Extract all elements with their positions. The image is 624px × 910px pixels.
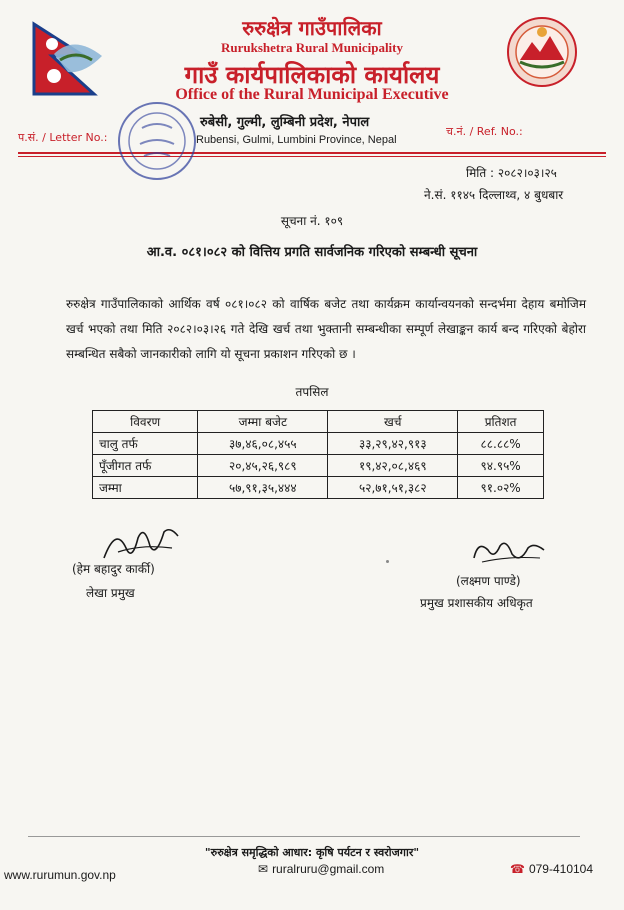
table-cell: ९१.०२% bbox=[458, 477, 544, 499]
table-cell: ३७,४६,०८,४५५ bbox=[198, 433, 328, 455]
table-cell: ८८.८८% bbox=[458, 433, 544, 455]
footer-phone-row bbox=[510, 862, 593, 876]
table-cell: ३३,२९,४२,९१३ bbox=[328, 433, 458, 455]
footer-email-row bbox=[258, 862, 384, 876]
table-cell: ५२,७१,५१,३८२ bbox=[328, 477, 458, 499]
footer-phone: 079-410104 bbox=[528, 862, 594, 876]
signatory-right-name: (लक्ष्मण पाण्डे) bbox=[456, 574, 521, 588]
table-header: प्रतिशत bbox=[458, 411, 544, 433]
office-stamp-icon bbox=[114, 98, 200, 184]
table-cell: १९,४२,०८,४६९ bbox=[328, 455, 458, 477]
address-nepali: रुबेसी, गुल्मी, लुम्बिनी प्रदेश, नेपाल bbox=[200, 115, 370, 130]
header-divider-thin bbox=[18, 156, 606, 157]
signatory-left-name: (हेम बहादुर कार्की) bbox=[72, 562, 155, 576]
table-row bbox=[93, 455, 544, 477]
financial-progress-table bbox=[92, 410, 544, 499]
table-row bbox=[93, 433, 544, 455]
table-cell: ९४.९५% bbox=[458, 455, 544, 477]
table-cell: चालु तर्फ bbox=[93, 433, 198, 455]
date: मिति : २०८२।०३।२५ bbox=[466, 166, 557, 180]
table-cell: जम्मा bbox=[93, 477, 198, 499]
address-english: Rubensi, Gulmi, Lumbini Province, Nepal bbox=[196, 134, 397, 146]
signatory-left-title: लेखा प्रमुख bbox=[86, 586, 135, 600]
municipality-name-nepali: रुरुक्षेत्र गाउँपालिका bbox=[242, 16, 382, 40]
table-cell: पूँजीगत तर्फ bbox=[93, 455, 198, 477]
office-name-nepali: गाउँ कार्यपालिकाको कार्यालय bbox=[184, 61, 440, 89]
footer-website: www.rurumun.gov.np bbox=[4, 868, 116, 882]
details-heading: तपसिल bbox=[295, 385, 329, 399]
signatory-right-title: प्रमुख प्रशासकीय अधिकृत bbox=[420, 596, 533, 610]
table-cell: ५७,९१,३५,४४४ bbox=[198, 477, 328, 499]
table-cell: २०,४५,२६,९८९ bbox=[198, 455, 328, 477]
footer-email: ruralruru@gmail.com bbox=[272, 862, 385, 876]
office-name-english: Office of the Rural Municipal Executive bbox=[175, 86, 449, 103]
table-header: विवरण bbox=[93, 411, 198, 433]
notice-body: रुरुक्षेत्र गाउँपालिकाको आर्थिक वर्ष ०८१।०८२ को वार्षिक बजेट तथा कार्यक्रम कार्यान्वयनको सन्दर्भमा देहाय बमोजिम खर्च भएको तथा मिति २०८२।०३।२६ गते देखि खर्च तथा भुक्तानी सम्बन्धीका सम्पूर्ण लेखाङ्कन कार्य बन्द गरिएको बेहोरा सम्बन्धित सबैको जानकारीको लागि यो सूचना प्रकाशन गरिएको छ । bbox=[66, 297, 586, 361]
table-header-row bbox=[93, 411, 544, 433]
mail-icon: ✉ bbox=[258, 862, 269, 876]
reference-number-label: च.नं. / Ref. No.: bbox=[446, 125, 523, 138]
signature-right-icon bbox=[468, 534, 548, 570]
letter-number-label: प.सं. / Letter No.: bbox=[18, 131, 108, 144]
footer-motto: "रुरुक्षेत्र समृद्धिको आधार: कृषि पर्यटन र स्वरोजगार" bbox=[204, 846, 420, 859]
punch-hole bbox=[386, 560, 389, 563]
footer-divider bbox=[28, 836, 580, 837]
notice-subject: आ.व. ०८१।०८२ को वित्तिय प्रगति सार्वजनिक गरिएको सम्बन्धी सूचना bbox=[146, 245, 478, 260]
table-header: जम्मा बजेट bbox=[198, 411, 328, 433]
table-row bbox=[93, 477, 544, 499]
municipality-name-english: Rurukshetra Rural Municipality bbox=[220, 40, 403, 55]
nepal-sambat-date: ने.सं. ११४५ दिल्लाथ्व, ४ बुधबार bbox=[424, 188, 564, 202]
notice-number: सूचना नं. १०९ bbox=[280, 214, 344, 228]
header-divider bbox=[18, 152, 606, 154]
phone-icon: ☎ bbox=[510, 862, 525, 876]
table-header: खर्च bbox=[328, 411, 458, 433]
